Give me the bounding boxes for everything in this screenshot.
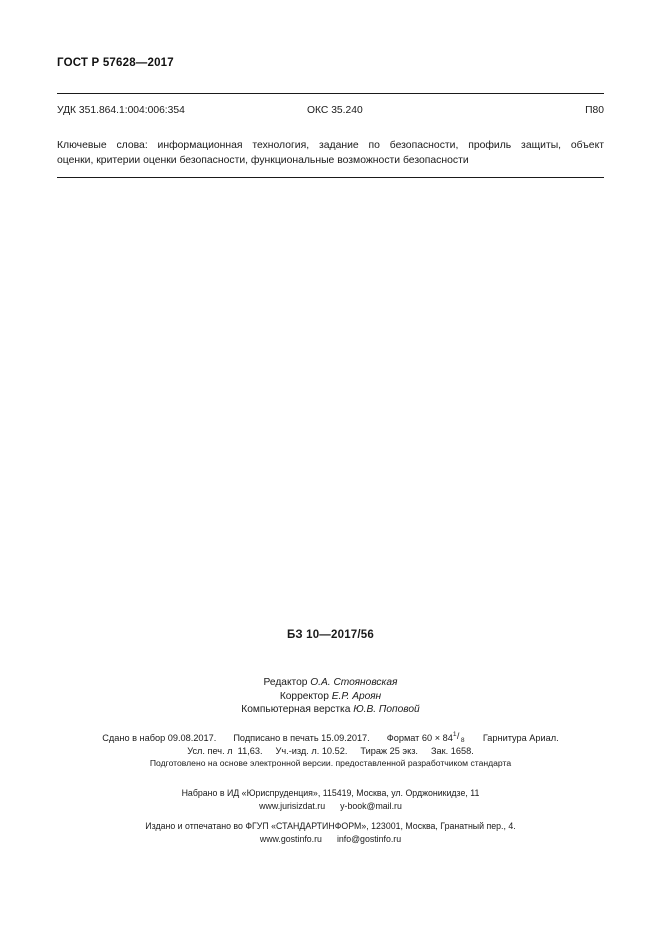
publisher-printer-email[interactable]: info@gostinfo.ru	[336, 834, 402, 844]
print-order-number: Зак. 1658.	[430, 746, 474, 756]
print-circulation: Тираж 25 экз.	[360, 746, 418, 756]
blank-body-area	[57, 190, 604, 615]
fraction-solidus: /	[456, 731, 460, 741]
publisher-printer-name: Издано и отпечатано во ФГУП «СТАНДАРТИНФОРМ», 123001, Москва, Гранатный пер., 4.	[145, 821, 516, 831]
credits-block	[0, 676, 661, 717]
credit-corrector-label: Корректор	[279, 690, 332, 702]
print-info-line-1	[0, 732, 661, 745]
print-format-label: Формат 60 × 84	[386, 733, 453, 743]
keywords-line-1: Ключевые слова: информационная технология, задание по безопасности, профиль защиты, объект	[57, 140, 604, 151]
metadata-row	[57, 105, 604, 116]
print-signed-date: Подписано в печать 15.09.2017.	[233, 733, 370, 743]
credit-layout	[0, 703, 661, 717]
credit-layout-label: Компьютерная верстка	[241, 704, 354, 716]
divider-top	[57, 93, 604, 94]
fraction-numerator: 1	[452, 731, 457, 738]
publisher-printer	[0, 820, 661, 846]
credit-corrector	[0, 690, 661, 704]
keywords-paragraph	[57, 138, 604, 168]
credit-corrector-name: Е.Р. Ароян	[331, 690, 382, 702]
publisher-typesetter-name: Набрано в ИД «Юриспруденция», 115419, Москва, ул. Орджоникидзе, 11	[181, 788, 480, 798]
group-code: П80	[585, 105, 604, 116]
fraction-denominator: 8	[460, 737, 465, 744]
print-sheets-publisher: Уч.-изд. л. 10.52.	[275, 746, 348, 756]
electronic-version-note: Подготовлено на основе электронной версии. предоставленной разработчиком стандарта	[149, 758, 512, 768]
print-sheets-conditional: Усл. печ. л 11,63.	[187, 746, 263, 756]
publisher-printer-contacts	[0, 833, 661, 846]
credit-editor-label: Редактор	[263, 677, 311, 688]
credit-editor-name: О.А. Стояновская	[310, 677, 398, 688]
print-info-block	[0, 732, 661, 758]
print-submitted-date: Сдано в набор 09.08.2017.	[102, 733, 217, 743]
bz-code: БЗ 10—2017/56	[287, 629, 374, 641]
credit-layout-name: Ю.В. Поповой	[353, 704, 420, 716]
oks-classifier: ОКС 35.240	[307, 105, 363, 116]
publisher-typesetter-email[interactable]: y-book@mail.ru	[340, 801, 402, 811]
credit-editor	[0, 676, 661, 690]
print-info-line-2	[0, 745, 661, 758]
publisher-typesetter-website[interactable]: www.jurisizdat.ru	[259, 801, 326, 811]
keywords-line-2: оценки, критерии оценки безопасности, функциональные возможности безопасности	[57, 155, 469, 166]
publisher-printer-website[interactable]: www.gostinfo.ru	[259, 834, 322, 844]
udk-classifier: УДК 351.864.1:004:006:354	[57, 105, 185, 116]
page-title: ГОСТ Р 57628—2017	[57, 57, 174, 69]
print-typeface: Гарнитура Ариал.	[482, 733, 559, 743]
publisher-typesetter	[0, 787, 661, 813]
print-format-fraction	[452, 731, 466, 744]
publisher-typesetter-contacts	[0, 800, 661, 813]
divider-bottom	[57, 177, 604, 178]
